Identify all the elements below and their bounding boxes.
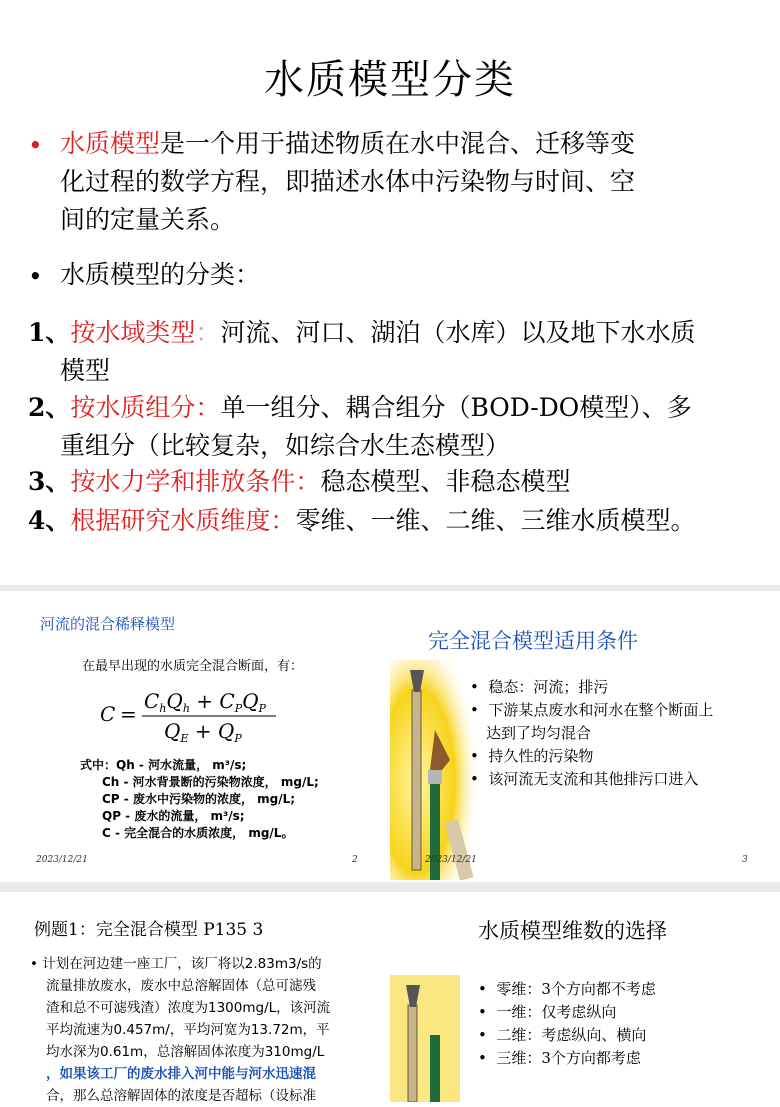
slide5-list [478,978,656,1070]
body-line: 平均流速为0.457m/，平均河宽为13.72m，平 [46,1022,330,1038]
list-item: • 三维：3个方向都考虑 [478,1049,641,1067]
list-item: • 持久性的污染物 [470,747,594,765]
list-item-cont: 达到了均匀混合 [486,724,592,742]
slide3-date: 2023/12/21 [425,855,477,865]
definition-line-1: 是一个用于描述物质在水中混合、迁移等变 [160,129,636,158]
item-number: 1、 [28,318,71,347]
body-line: 合，那么总溶解固体的浓度是否超标（设标准 [46,1088,316,1104]
slide-separator [0,882,780,892]
item-text: 稳态模型、非稳态模型 [320,467,571,496]
item-text: 单一组分、耦合组分（BOD-DO模型）、多 [220,393,692,422]
item-text: 零维、一维、二维、三维水质模型。 [295,506,696,535]
slide2-date: 2023/12/21 [36,855,88,865]
bullet-dot-black: • [28,262,43,291]
item-number: 3、 [28,467,71,496]
body-line-highlight: ，如果该工厂的废水排入河中能与河水迅速混 [46,1066,316,1082]
svg-text:QE + QP: $Q_E + Q_P$ [164,719,242,745]
item-text-cont: 模型 [60,356,111,385]
item-colon: ： [295,467,321,496]
legend-line: CP - 废水中污染物的浓度， mg/L; [102,792,296,806]
item-text-cont: 重组分（比较复杂，如综合水生态模型） [60,431,511,460]
classification-item-4 [28,502,768,540]
paintbrush-illustration [390,660,480,880]
model-term: 水质模型 [60,129,161,158]
legend-line: Ch - 河水背景断的污染物浓度， mg/L; [102,775,319,789]
slide3-title: 完全混合模型适用条件 [428,629,638,653]
list-item: • 一维：仅考虑纵向 [478,1003,617,1021]
page-title: 水质模型分类 [264,57,516,103]
bullet-2 [28,258,43,296]
svg-text:ChQh + CPQP: $C_hQ_h + C_PQ_P$ [144,689,266,715]
slide2-intro: 在最早出现的水质完全混合断面，有： [82,659,304,674]
definition-paragraph [60,125,760,239]
body-line: 均水深为0.61m，总溶解固体浓度为310mg/L [46,1044,325,1060]
list-item: • 下游某点废水和河水在整个断面上 [470,701,714,719]
slide2-page-number: 2 [352,855,358,865]
item-number: 4、 [28,506,71,535]
bullet-1 [28,127,43,165]
item-label: 按水力学和排放条件 [70,467,296,496]
body-line: 渣和总不可滤残渣）浓度为1300mg/L，该河流 [46,1000,331,1016]
item-label: 按水域类型 [70,318,196,347]
item-label: 根据研究水质维度 [70,506,271,535]
formula-legend [80,757,319,842]
slide5-title: 水质模型维数的选择 [478,919,667,943]
item-number: 2、 [28,393,71,422]
list-item: • 二维：考虑纵向、横向 [478,1026,647,1044]
classification-item-2 [28,389,748,465]
legend-line: QP - 废水的流量， m³/s; [102,809,245,823]
list-item: • 该河流无支流和其他排污口进入 [470,770,699,788]
slide4-body [30,953,375,1107]
classification-item-3 [28,463,748,501]
body-line: • 计划在河边建一座工厂，该厂将以2.83m3/s的 [30,956,322,972]
svg-text:C: C [100,702,116,726]
definition-line-2: 化过程的数学方程，即描述水体中污染物与时间、空 [60,167,636,196]
svg-text:=: = [120,702,137,726]
item-colon: ： [195,393,221,422]
paintbrush-illustration-2 [390,975,460,1102]
legend-line: C - 完全混合的水质浓度， mg/L。 [102,826,294,840]
item-colon: ： [270,506,296,535]
item-colon: ： [195,318,221,347]
slide4-title: 例题1：完全混合模型 P135 3 [34,920,264,940]
classification-heading: 水质模型的分类： [60,260,261,289]
slide3-page-number: 3 [742,855,748,865]
slide3-list [470,676,713,791]
slide2-title: 河流的混合稀释模型 [40,615,176,633]
slide-separator [0,585,780,591]
body-line: 流量排放废水，废水中总溶解固体（总可滤残 [46,978,316,994]
item-label: 按水质组分 [70,393,196,422]
mixing-formula [96,688,296,748]
classification-item-1 [28,314,748,390]
bullet-dot: • [28,131,43,160]
legend-line: 式中：Qh - 河水流量， m³/s; [80,758,247,772]
list-item: • 稳态：河流；排污 [470,678,609,696]
list-item: • 零维：3个方向都不考虑 [478,980,656,998]
item-text: 河流、河口、湖泊（水库）以及地下水水质 [220,318,696,347]
definition-line-3: 间的定量关系。 [60,205,236,234]
